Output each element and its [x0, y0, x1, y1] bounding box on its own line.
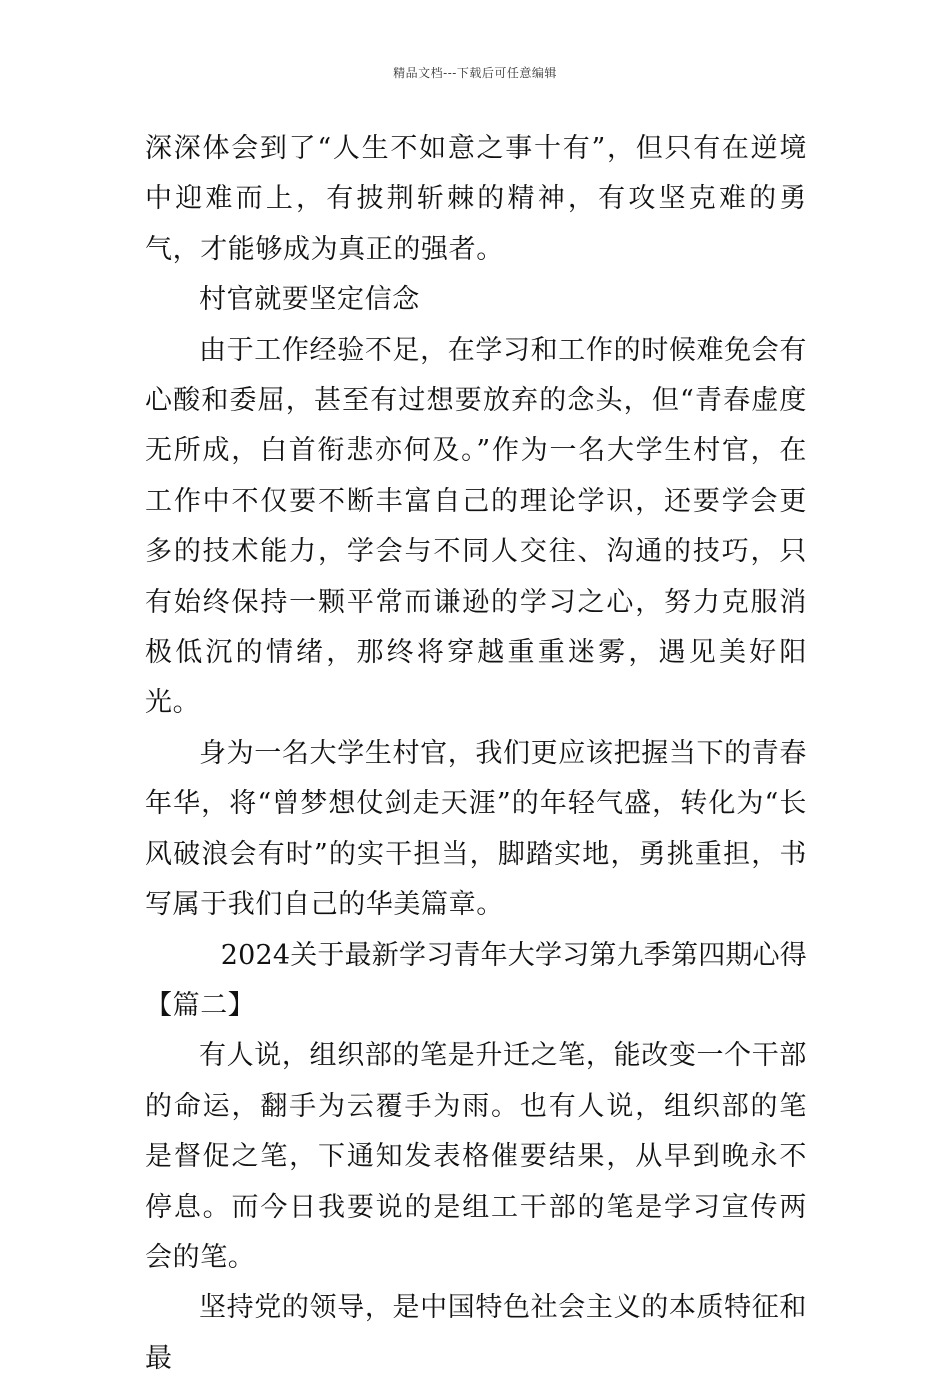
- page-header: 精品文档---下载后可任意编辑: [393, 66, 557, 80]
- document-body: [145, 124, 807, 1384]
- paragraph-1: 深深体会到了“人生不如意之事十有”，但只有在逆境中迎难而上，有披荆斩棘的精神，有攻坚克难的勇气，才能够成为真正的强者。: [145, 133, 807, 265]
- paragraph-4: 有人说，组织部的笔是升迁之笔，能改变一个干部的命运，翻手为云覆手为雨。也有人说，组织部的笔是督促之笔，下通知发表格催要结果，从早到晚永不停息。而今日我要说的是组工干部的笔是学习宣传两会的笔。: [145, 1040, 807, 1273]
- paragraph-2: 由于工作经验不足，在学习和工作的时候难免会有心酸和委屈，甚至有过想要放弃的念头，但“青春虚度无所成，白首衔悲亦何及。”作为一名大学生村官，在工作中不仅要不断丰富自己的理论学识，还要学会更多的技术能力，学会与不同人交往、沟通的技巧，只有始终保持一颗平常而谦逊的学习之心，努力克服消极低沉的情绪，那终将穿越重重迷雾，遇见美好阳光。: [145, 334, 807, 719]
- paragraph-3: 身为一名大学生村官，我们更应该把握当下的青春年华，将“曾梦想仗剑走天涯”的年轻气盛，转化为“长风破浪会有时”的实干担当，脚踏实地，勇挑重担，书写属于我们自己的华美篇章。: [145, 737, 807, 921]
- paragraph-5: 坚持党的领导，是中国特色社会主义的本质特征和最: [145, 1292, 807, 1374]
- section-heading-village-official: 村官就要坚定信念: [199, 284, 420, 316]
- article-title: 2024关于最新学习青年大学习第九季第四期心得: [220, 939, 807, 971]
- section-label: 【篇二】: [145, 989, 256, 1021]
